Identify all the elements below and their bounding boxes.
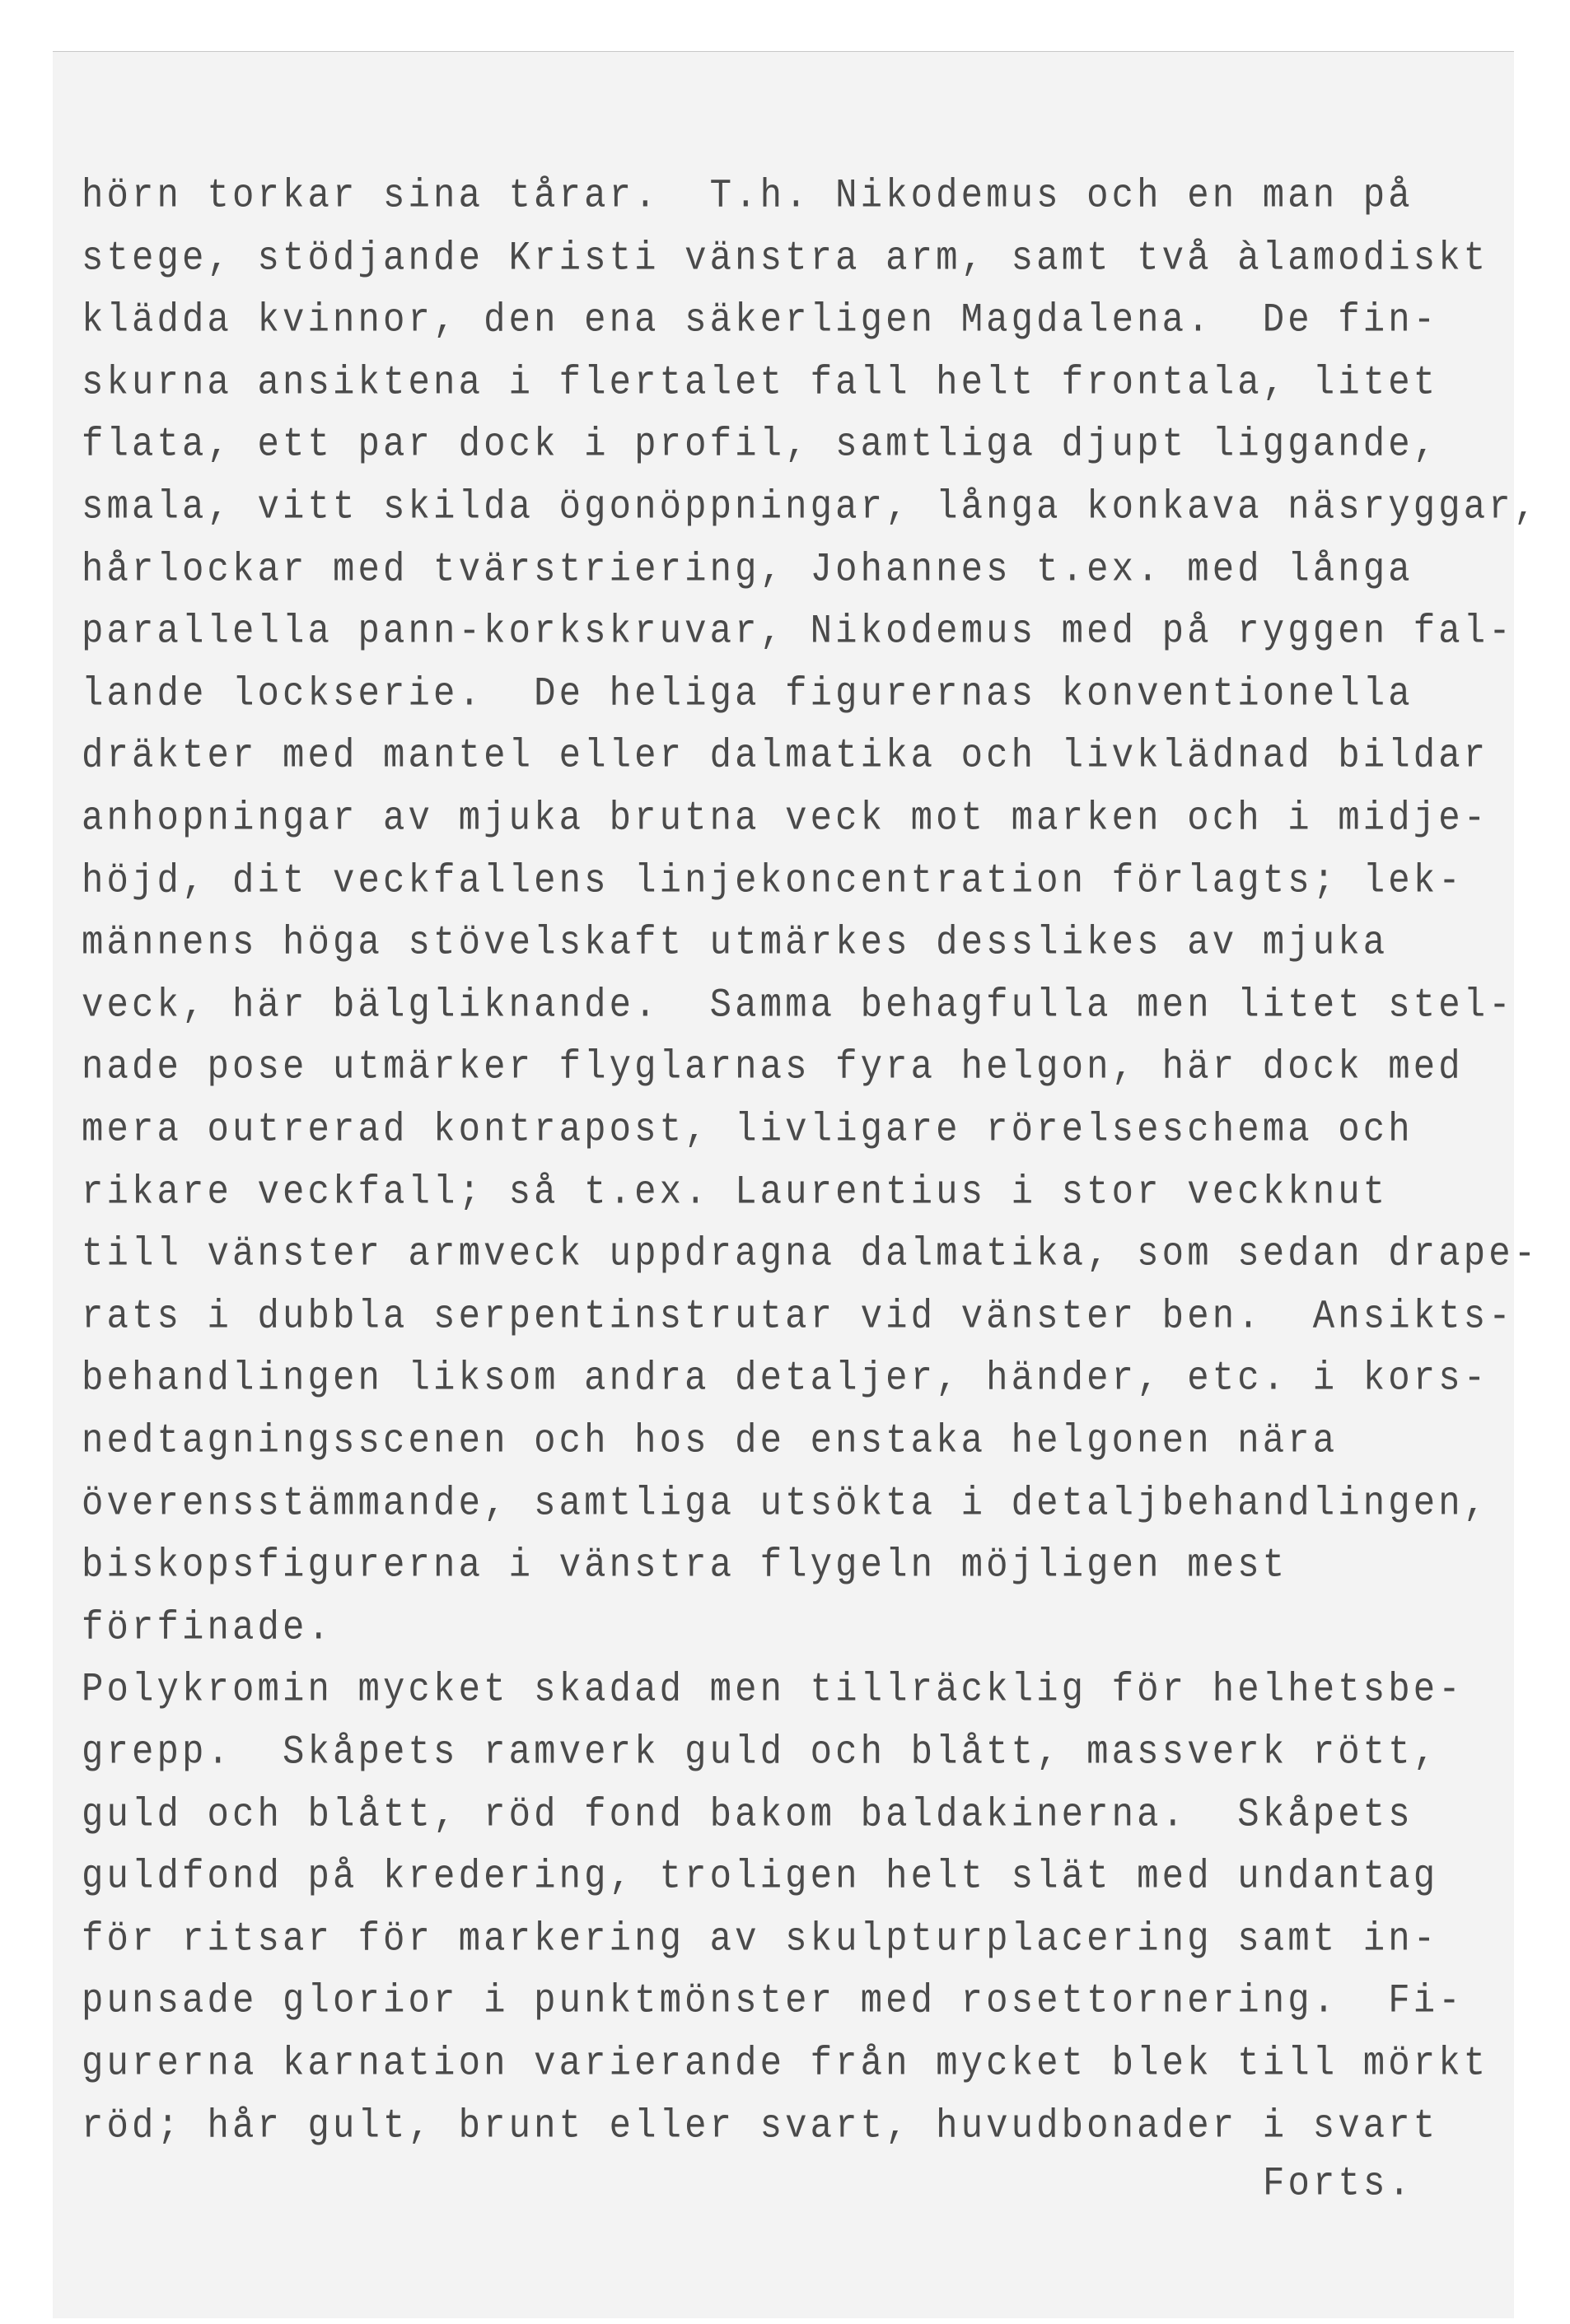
text-line: punsade glorior i punktmönster med rosettornering. Fi-: [82, 1978, 1464, 2025]
text-line: skurna ansiktena i flertalet fall helt frontala, litet: [82, 359, 1439, 406]
text-line: guld och blått, röd fond bakom baldakinerna. Skåpets: [82, 1791, 1413, 1838]
text-line: klädda kvinnor, den ena säkerligen Magdalena. De fin-: [82, 297, 1439, 344]
text-line: till vänster armveck uppdragna dalmatika, som sedan drape-: [82, 1231, 1540, 1278]
text-line: dräkter med mantel eller dalmatika och livklädnad bildar: [82, 733, 1489, 780]
text-line: flata, ett par dock i profil, samtliga djupt liggande,: [82, 422, 1439, 469]
text-line: veck, här bälgliknande. Samma behagfulla men litet stel-: [82, 982, 1514, 1029]
text-line: röd; hår gult, brunt eller svart, huvudbonader i svart: [82, 2102, 1439, 2149]
text-line: rikare veckfall; så t.ex. Laurentius i stor veckknut: [82, 1169, 1389, 1216]
text-line: grepp. Skåpets ramverk guld och blått, massverk rött,: [82, 1729, 1439, 1776]
text-line: rats i dubbla serpentinstrutar vid vänster ben. Ansikts-: [82, 1293, 1514, 1340]
text-line: gurerna karnation varierande från mycket blek till mörkt: [82, 2041, 1489, 2087]
text-line: överensstämmande, samtliga utsökta i detaljbehandlingen,: [82, 1480, 1489, 1527]
text-line: männens höga stövelskaft utmärkes desslikes av mjuka: [82, 920, 1389, 967]
text-line: lande lockserie. De heliga figurernas konventionella: [82, 670, 1413, 717]
text-line: parallella pann-korkskruvar, Nikodemus med på ryggen fal-: [82, 609, 1514, 656]
text-line: för ritsar för markering av skulpturplacering samt in-: [82, 1916, 1439, 1962]
text-line: guldfond på kredering, troligen helt slät med undantag: [82, 1854, 1439, 1901]
text-line: behandlingen liksom andra detaljer, händer, etc. i kors-: [82, 1356, 1489, 1402]
text-line: nedtagningsscenen och hos de enstaka helgonen nära: [82, 1418, 1339, 1464]
text-line: hårlockar med tvärstriering, Johannes t.ex. med långa: [82, 546, 1413, 593]
continuation-note: Forts.: [1262, 2161, 1413, 2207]
text-line: stege, stödjande Kristi vänstra arm, samt två àlamodiskt: [82, 235, 1489, 282]
text-line: nade pose utmärker flyglarnas fyra helgon, här dock med: [82, 1044, 1464, 1091]
text-line: mera outrerad kontrapost, livligare rörelseschema och: [82, 1107, 1413, 1153]
text-line: biskopsfigurerna i vänstra flygeln möjligen mest: [82, 1542, 1288, 1589]
text-line: Polykromin mycket skadad men tillräcklig för helhetsbe-: [82, 1667, 1464, 1714]
text-line: smala, vitt skilda ögonöppningar, långa konkava näsryggar,: [82, 484, 1540, 530]
text-line: förfinade.: [82, 1604, 334, 1651]
text-line: anhopningar av mjuka brutna veck mot marken och i midje-: [82, 796, 1489, 842]
text-line: hörn torkar sina tårar. T.h. Nikodemus och en man på: [82, 173, 1413, 219]
text-line: höjd, dit veckfallens linjekoncentration förlagts; lek-: [82, 857, 1464, 904]
